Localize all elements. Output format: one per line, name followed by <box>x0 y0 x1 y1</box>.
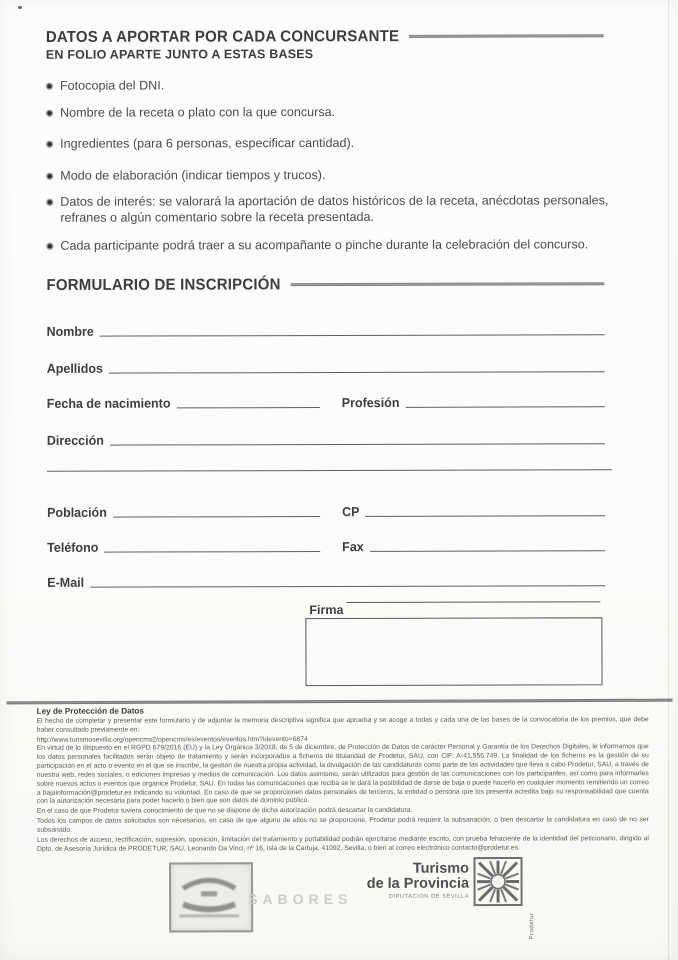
legal-paragraph: Todos los campos de datos solicitados son necesarios, en caso de que alguno de ellos no se proporcione, Prodetur podrá requerir la subsanación, o bien descartar la candidatura en caso de no ser subsanado. <box>36 816 649 834</box>
turismo-line2: de la Provincia <box>366 875 470 892</box>
nombre-blank-line <box>100 333 605 336</box>
legal-paragraph: El hecho de completar y presentar este formulario y de adjuntar la memoria descriptiva significa que aprueba y se acoge a todas y cada una de las bases de la convocatoria de los premios, que debe haber consultado previamente en: <box>36 716 649 734</box>
target-dot-icon <box>46 243 53 250</box>
list-item <box>46 104 609 121</box>
field-row-apellidos <box>47 356 605 375</box>
list-item <box>46 135 609 152</box>
cp-blank-line <box>365 514 605 517</box>
direccion-continuation-line <box>47 469 612 471</box>
email-label: E-Mail <box>47 575 85 591</box>
page-subtitle: EN FOLIO APARTE JUNTO A ESTAS BASES <box>45 47 314 62</box>
email-blank-line <box>90 584 605 587</box>
legal-url: http://www.turismosevilla.org/opencms2/opencms/es/eventos/eventos.htm?idevento=6874 <box>36 735 308 744</box>
direccion-label: Dirección <box>46 433 104 449</box>
field-row-poblacion-cp <box>47 500 605 519</box>
poblacion-blank-line <box>113 515 320 518</box>
legal-paragraph: Los derechos de acceso, rectificación, supresión, oposición, limitación del tratamiento y portabilidad podrán ejercitarse mediante escrito, con prueba fehaciente de la identidad del peticionario, dirigido al Dpto. de Asesoría Jurídica de PRODETUR, SAU, Leonardo Da Vinci, nº 16, Isla de la Cartuja, 41092, Sevilla, o bien al correo electrónico contacto@prodetur.es. <box>36 834 649 853</box>
form-section-title: FORMULARIO DE INSCRIPCIÓN <box>46 275 281 295</box>
prodetur-logo <box>473 856 536 940</box>
turismo-wordmark <box>319 862 469 900</box>
fax-label: Fax <box>342 539 364 555</box>
list-item-text: Fotocopia del DNI. <box>59 78 165 93</box>
list-item <box>46 167 609 184</box>
legal-heading: Ley de Protección de Datos <box>36 706 145 716</box>
fecha-nacimiento-label: Fecha de nacimiento <box>46 396 171 412</box>
fecha-nacimiento-blank-line <box>176 406 319 408</box>
form-section-header <box>46 275 604 293</box>
section-divider <box>7 699 673 704</box>
turismo-line1: Turismo <box>412 860 470 877</box>
list-item-text: Nombre de la receta o plato con la que concursa. <box>60 105 336 120</box>
firma-top-line <box>346 601 600 603</box>
form-title-rule <box>291 282 605 286</box>
list-item-text: Modo de elaboración (indicar tiempos y trucos). <box>60 168 326 183</box>
target-dot-icon <box>46 173 53 180</box>
direccion-blank-line <box>110 442 605 445</box>
target-dot-icon <box>46 141 53 148</box>
list-item <box>46 237 609 254</box>
apellidos-blank-line <box>109 370 605 373</box>
target-dot-icon <box>46 83 53 90</box>
profesion-label: Profesión <box>341 395 400 411</box>
header <box>46 27 604 45</box>
emblem-stamp-icon <box>169 862 253 932</box>
apellidos-label: Apellidos <box>46 361 103 377</box>
fax-blank-line <box>370 549 605 552</box>
cp-label: CP <box>342 504 360 520</box>
prodetur-vertical-label: Prodetur <box>529 912 536 940</box>
list-item-text: Datos de interés: se valorará la aportación de datos históricos de la receta, anécdotas personales, refranes o algún comentario sobre la receta presentada. <box>60 193 609 225</box>
firma-label: Firma <box>309 602 344 618</box>
diputacion-caption: DIPUTACIÓN DE SEVILLA <box>388 893 470 900</box>
telefono-label: Teléfono <box>47 540 99 556</box>
poblacion-label: Población <box>47 505 107 521</box>
title-rule <box>409 34 604 38</box>
legal-paragraph: En el caso de que Prodetur tuviera conocimiento de que no se dispone de dicha autorización podrá descartar la candidatura. <box>36 807 413 816</box>
legal-paragraph: En virtud de lo dispuesto en el RGPD 679/2016 (EU) y la Ley Orgánica 3/2018, de 5 de diciembre, de Protección de Datos de carácter Personal y Garantía de los Derechos Digitales, le informamos que los datos personales facilitados serán objeto de tratamiento y serán incorporados a ficheros de titularidad de Prodetur, SAU, con CIF: A-41.556.749. La finalidad de los ficheros es la gestión de su participación en el acto o evento en el que se inscribe, la gestión de nuestra propia actividad, la divulgación de las candidaturas como parte de las actividades que lleva a cabo Prodetur, SAU, a través de nuestra web, redes sociales, o ediciones impresas y medios de comunicación. Los datos asimismo, serán utilizados para gestión de las comunicaciones con los participantes, así como para informarles sobre nuevos actos o eventos que organice Prodetur, SAU. En todas las comunicaciones que reciba se le dará la posibilidad de darse de baja o puede hacerlo en cualquier momento remitiendo un correo a bajainformación@prodetur.es indicando su voluntad. En caso de que se proporcionen datos personales de terceros, la entidad o persona que los presenta acredita bajo su responsabilidad que cuenta con la autorización necesaria para poder hacerlo o bien que son datos de dominio público. <box>36 743 649 806</box>
scan-edge-line <box>668 0 669 960</box>
target-dot-icon <box>46 110 53 117</box>
sabores-wordmark: SABORES <box>248 890 353 908</box>
field-row-direccion <box>47 428 605 447</box>
field-row-fecha-profesion <box>47 391 605 410</box>
telefono-blank-line <box>104 550 320 553</box>
list-item <box>46 193 609 225</box>
field-row-email <box>47 570 605 589</box>
nombre-label: Nombre <box>46 324 94 340</box>
page-title: DATOS A APORTAR POR CADA CONCURSANTE <box>45 27 400 47</box>
legal-section <box>37 705 649 855</box>
list-item-text: Ingredientes (para 6 personas, especificar cantidad). <box>60 135 355 151</box>
sun-rays-icon <box>473 857 525 909</box>
field-row-telefono-fax <box>47 535 605 554</box>
profesion-blank-line <box>405 405 604 408</box>
list-item <box>46 77 609 94</box>
target-dot-icon <box>46 199 53 206</box>
signature-box <box>305 617 602 686</box>
list-item-text: Cada participante podrá traer a su acompañante o pinche durante la celebración del concurso. <box>60 237 589 253</box>
field-row-nombre <box>47 319 605 338</box>
scan-speck <box>18 6 22 9</box>
